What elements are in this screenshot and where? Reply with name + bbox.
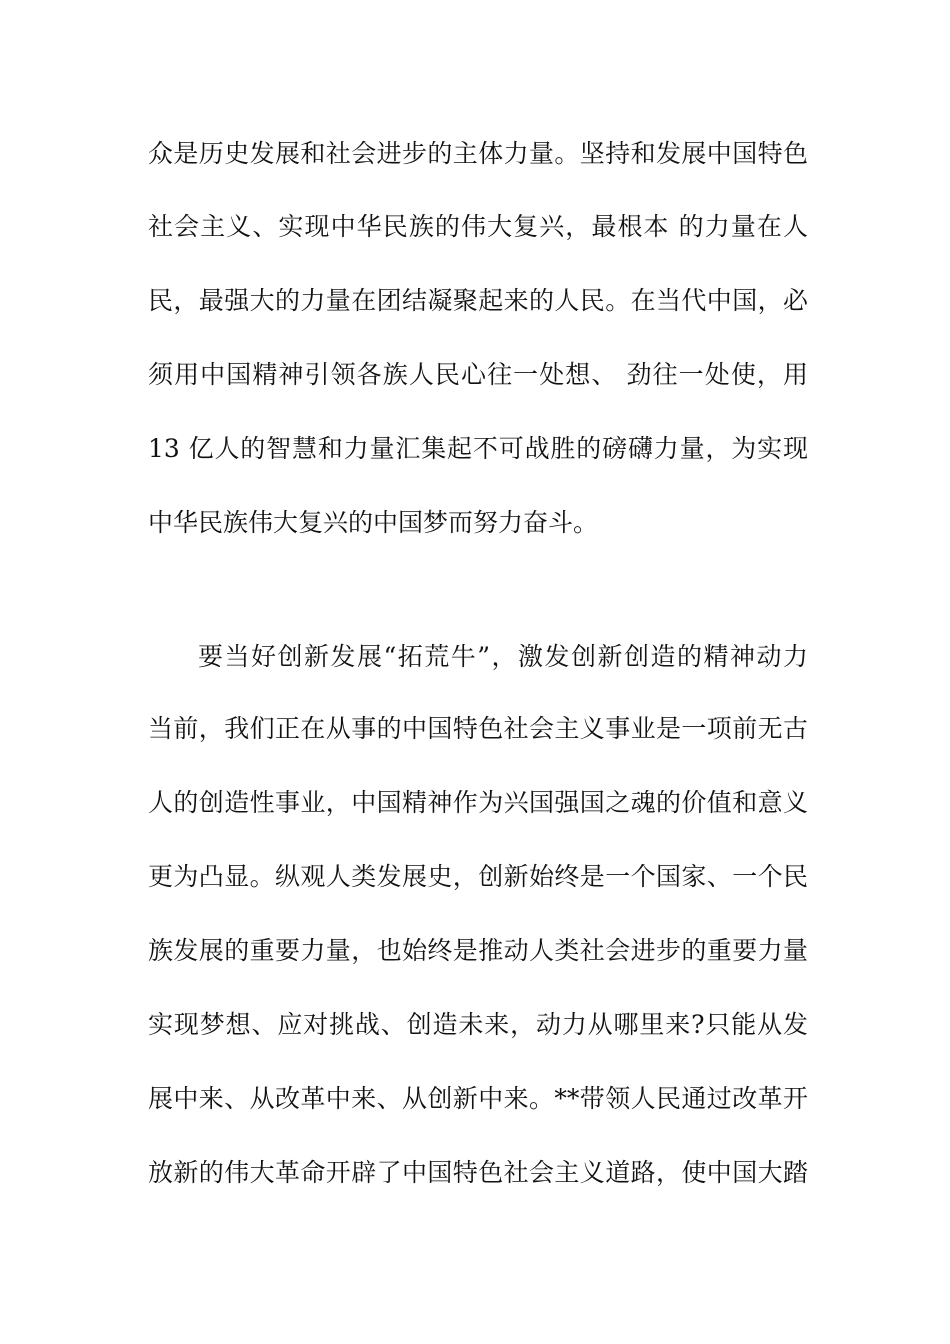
text-line: 展中来、从改革中来、从创新中来。**带领人民通过改革开	[148, 1084, 808, 1113]
text-line: 放新的伟大革命开辟了中国特色社会主义道路，使中国大踏	[148, 1158, 808, 1187]
text-line: 社会主义、实现中华民族的伟大复兴，最根本 的力量在人	[148, 212, 808, 241]
text-line: 更为凸显。纵观人类发展史，创新始终是一个国家、一个民	[148, 862, 808, 891]
text-line: 13 亿人的智慧和力量汇集起不可战胜的磅礴力量，为实现	[148, 434, 808, 463]
text-line: 须用中国精神引领各族人民心往一处想、 劲往一处使，用	[148, 360, 808, 389]
text-line: 众是历史发展和社会进步的主体力量。坚持和发展中国特色	[148, 139, 808, 168]
text-line: 民，最强大的力量在团结凝聚起来的人民。在当代中国，必	[148, 286, 808, 315]
text-line: 族发展的重要力量，也始终是推动人类社会进步的重要力量	[148, 936, 808, 965]
text-line: 实现梦想、应对挑战、创造未来，动力从哪里来?只能从发	[148, 1010, 808, 1039]
section-heading: 要当好创新发展“拓荒牛”，激发创新创造的精神动力	[198, 642, 808, 671]
text-line: 当前，我们正在从事的中国特色社会主义事业是一项前无古	[148, 714, 808, 743]
text-line: 人的创造性事业，中国精神作为兴国强国之魂的价值和意义	[148, 788, 808, 817]
text-line: 中华民族伟大复兴的中国梦而努力奋斗。	[148, 508, 599, 537]
